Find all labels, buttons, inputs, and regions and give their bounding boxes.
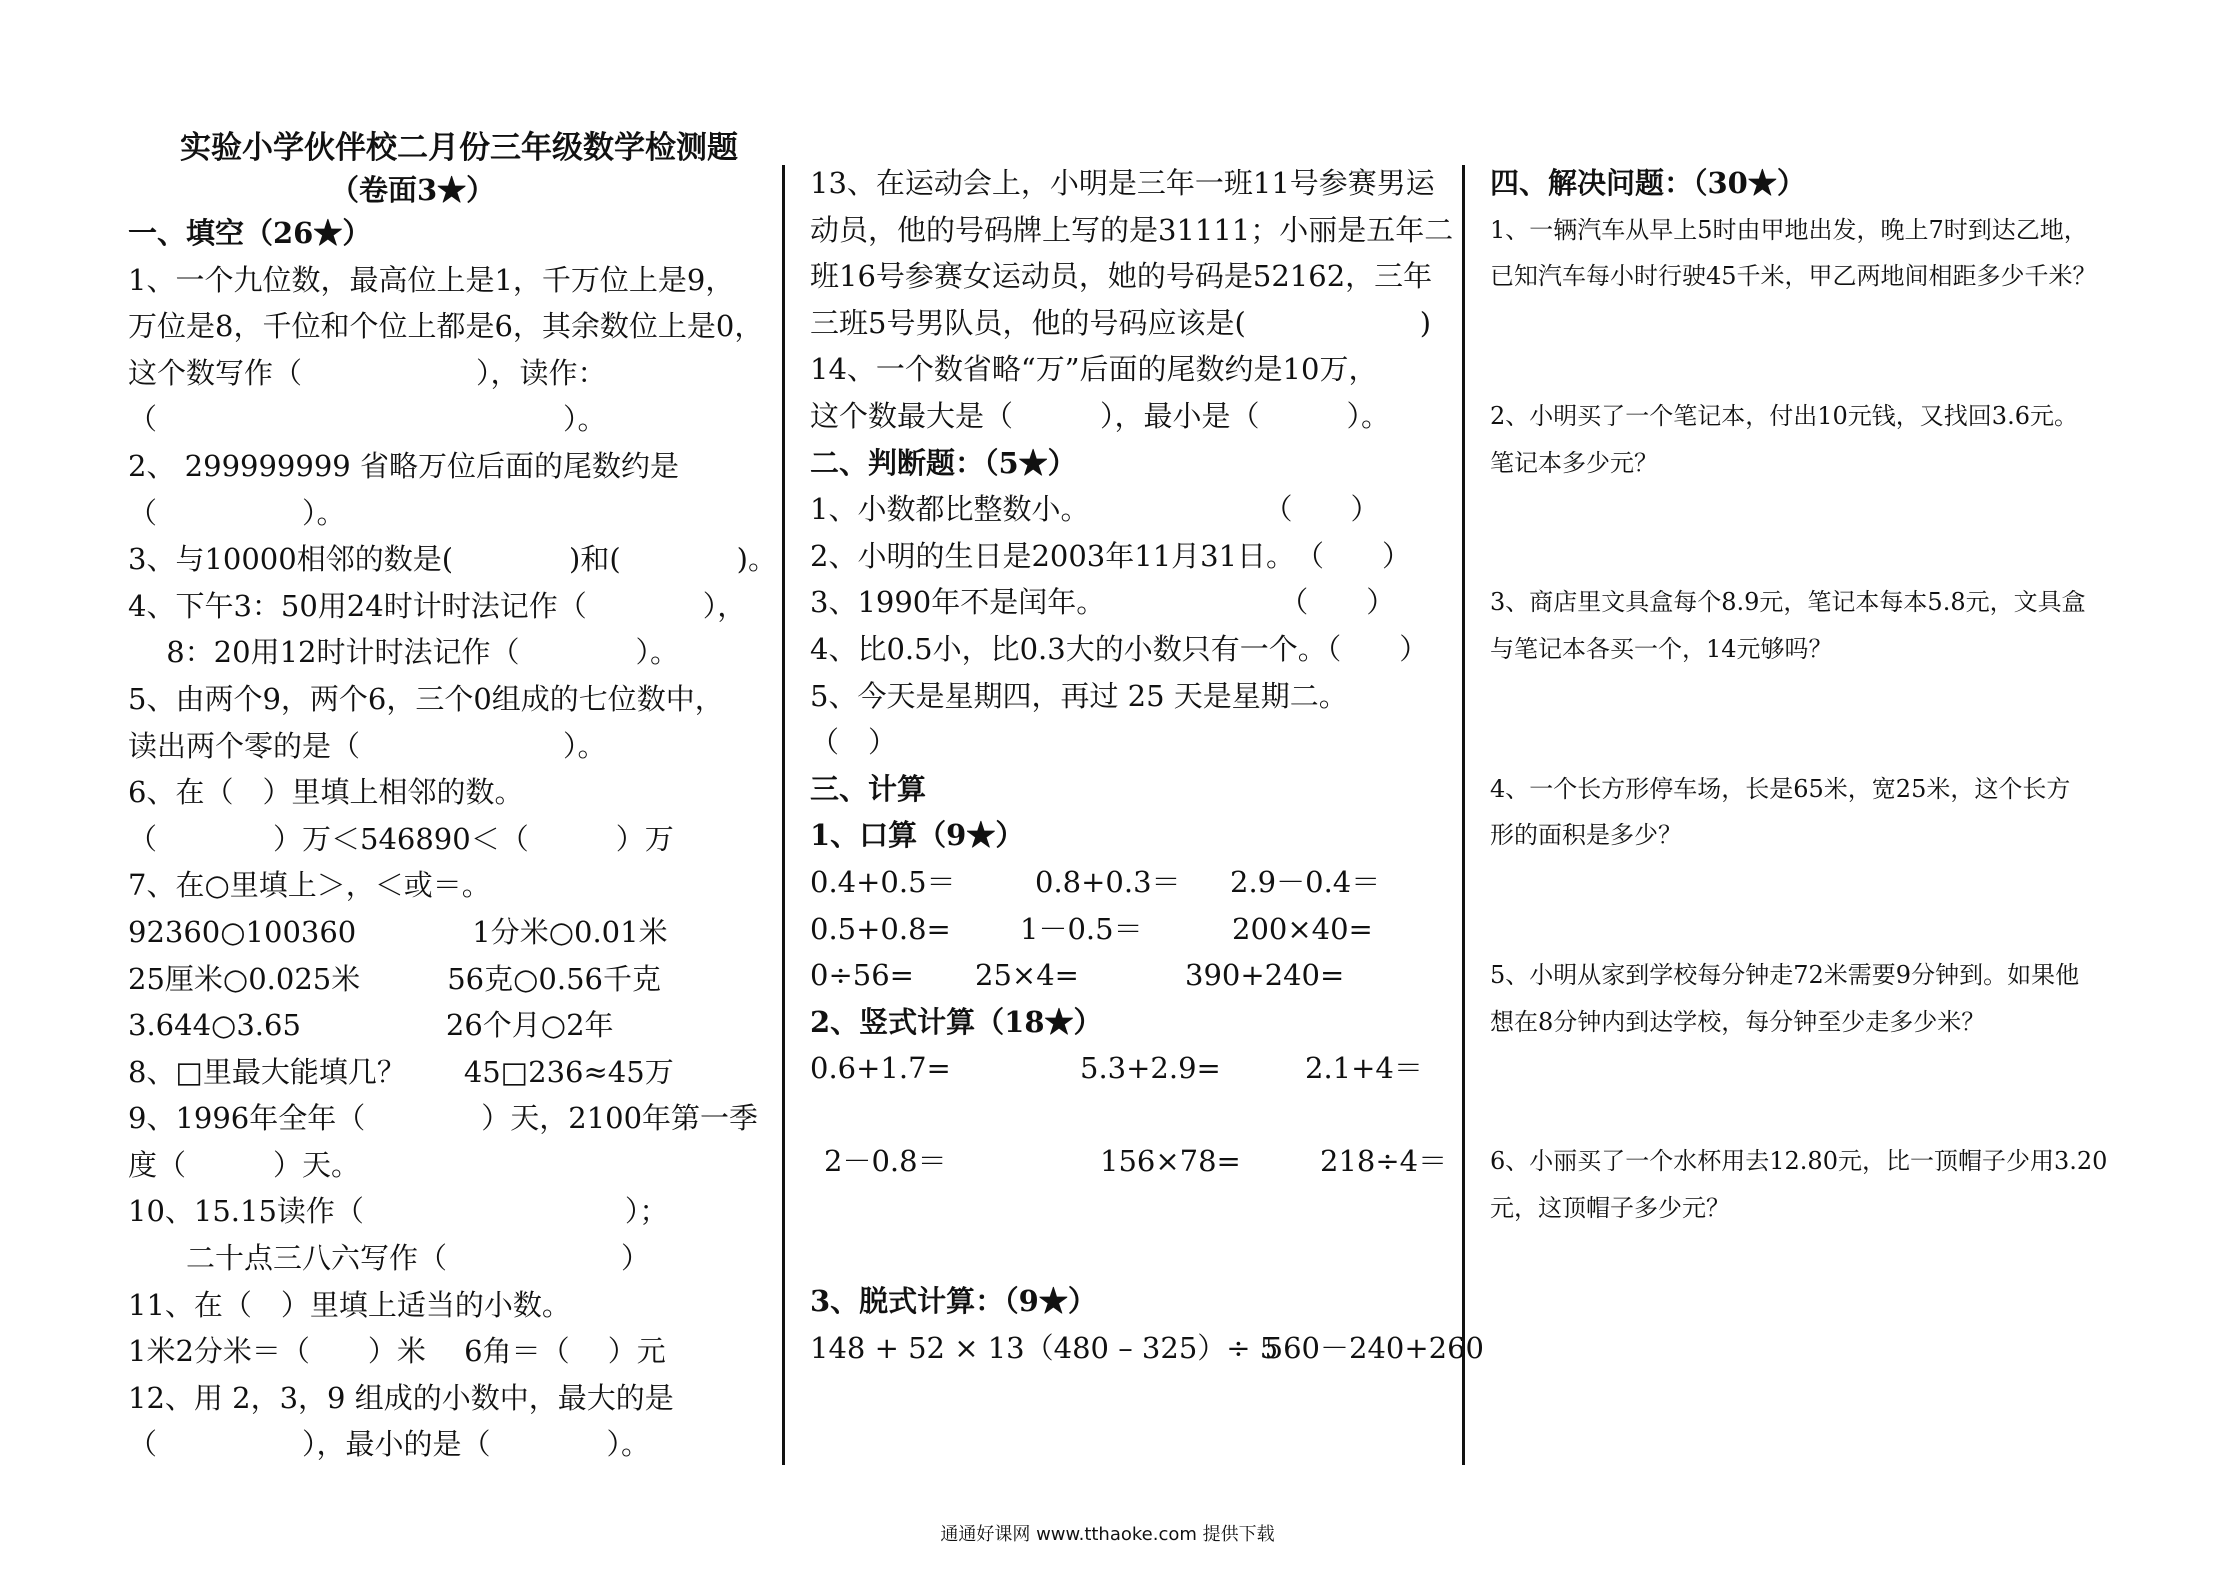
question-line: （ ）	[810, 725, 898, 760]
question-line: 读出两个零的是（ ）。	[128, 728, 607, 763]
oral-item: 1－0.5＝	[1020, 911, 1143, 946]
sub-heading: 3、脱式计算：（9★）	[810, 1284, 1097, 1319]
question-line: 9、1996年全年（ ）天，2100年第一季	[128, 1101, 759, 1136]
problem-2	[1490, 393, 2130, 486]
problem-line: 5、小明从家到学校每分钟走72米需要9分钟到。如果他	[1490, 961, 2080, 990]
question-line: 4、比0.5小，比0.3大的小数只有一个。（ ）	[810, 631, 1429, 666]
oral-row	[810, 952, 1450, 999]
stepwise-row	[810, 1325, 1484, 1372]
oral-item: 0.4+0.5＝	[810, 864, 956, 899]
question-line: 6、在（ ）里填上相邻的数。	[128, 775, 524, 810]
question-line: 11、在（ ）里填上适当的小数。	[128, 1287, 571, 1322]
vertical-item: 2－0.8＝	[824, 1144, 947, 1179]
problem-4	[1490, 766, 2130, 859]
problem-1	[1490, 207, 2130, 300]
problem-6	[1490, 1138, 2130, 1231]
question-line: 这个数最大是（ ），最小是（ ）。	[810, 398, 1391, 433]
question-line: （ ）。	[128, 402, 607, 437]
question-line: 万位是8，千位和个位上都是6，其余数位上是0，	[128, 309, 764, 344]
problem-line: 元，这顶帽子多少元？	[1490, 1194, 1730, 1223]
question-line: 2、 299999999 省略万位后面的尾数约是	[128, 448, 679, 483]
problem-line: 2、小明买了一个笔记本，付出10元钱，又找回3.6元。	[1490, 401, 2078, 430]
oral-item: 0.8+0.3＝	[1035, 864, 1181, 899]
page-subtitle: （卷面3★）	[330, 173, 496, 207]
column-fill-blank	[128, 210, 777, 1468]
vertical-item: 2.1+4＝	[1305, 1051, 1423, 1086]
vertical-row	[810, 1045, 1450, 1092]
question-line: （ ），最小的是（ ）。	[128, 1427, 651, 1462]
section-heading: 三、计算	[810, 771, 927, 806]
section-heading: 二、判断题：（5★）	[810, 445, 1077, 480]
column-judgement-calc	[810, 160, 1484, 1371]
question-line: 10、15.15读作（ ）；	[128, 1194, 669, 1229]
stepwise-item: 148 + 52 × 13	[810, 1330, 1025, 1365]
oral-row	[810, 859, 1450, 906]
oral-item: 200×40=	[1232, 911, 1373, 946]
question-line: 3、与10000相邻的数是( )和( )。	[128, 542, 777, 577]
question-line: 3.644○3.65 26个月○2年	[128, 1008, 614, 1043]
sub-heading: 2、竖式计算（18★）	[810, 1004, 1103, 1039]
question-line: 14、一个数省略“万”后面的尾数约是10万，	[810, 352, 1378, 387]
question-line: 动员，他的号码牌上写的是31111；小丽是五年二	[810, 212, 1454, 247]
sub-heading: 1、口算（9★）	[810, 818, 1025, 853]
section-heading: 一、填空（26★）	[128, 216, 372, 250]
problem-line: 4、一个长方形停车场，长是65米，宽25米，这个长方	[1490, 774, 2071, 803]
footer-credit: 通通好课网 www.tthaoke.com 提供下载	[940, 1524, 1275, 1545]
problem-3	[1490, 579, 2130, 672]
problem-5	[1490, 952, 2130, 1045]
question-line: 8、□里最大能填几？ 45□236≈45万	[128, 1054, 674, 1089]
vertical-item: 5.3+2.9=	[1080, 1051, 1221, 1086]
vertical-item: 156×78=	[1100, 1144, 1241, 1179]
question-line: 3、1990年不是闰年。 （ ）	[810, 585, 1396, 620]
question-line: 1、小数都比整数小。 （ ）	[810, 492, 1380, 527]
oral-item: 25×4=	[975, 958, 1079, 993]
question-line: 二十点三八六写作（ ）	[128, 1241, 651, 1276]
question-line: （ ）。	[128, 495, 346, 530]
question-line: 25厘米○0.025米 56克○0.56千克	[128, 961, 662, 996]
section-heading: 四、解决问题：（30★）	[1490, 166, 1806, 200]
problem-line: 3、商店里文具盒每个8.9元，笔记本每本5.8元，文具盒	[1490, 588, 2086, 617]
stepwise-item: （480 – 325）÷ 5	[1024, 1330, 1279, 1365]
column-word-problems	[1490, 160, 2130, 1232]
problem-line: 1、一辆汽车从早上5时由甲地出发，晚上7时到达乙地，	[1490, 215, 2088, 244]
vertical-row	[810, 1138, 1450, 1185]
vertical-item: 218÷4＝	[1320, 1144, 1448, 1179]
oral-row	[810, 906, 1450, 953]
oral-item: 0.5+0.8=	[810, 911, 951, 946]
question-line: 92360○100360 1分米○0.01米	[128, 914, 668, 949]
page-title: 实验小学伙伴校二月份三年级数学检测题	[180, 130, 738, 166]
problem-line: 笔记本多少元？	[1490, 448, 1658, 477]
question-line: 13、在运动会上，小明是三年一班11号参赛男运	[810, 166, 1435, 200]
question-line: 班16号参赛女运动员，她的号码是52162，三年	[810, 259, 1433, 294]
question-line: 三班5号男队员，他的号码应该是( )	[810, 305, 1432, 340]
oral-item: 390+240=	[1185, 958, 1345, 993]
question-line: 度（ ）天。	[128, 1147, 361, 1182]
question-line: 5、今天是星期四，再过 25 天是星期二。	[810, 678, 1348, 713]
question-line: 1、一个九位数，最高位上是1，千万位上是9，	[128, 262, 735, 297]
question-line: 7、在○里填上＞，＜或＝。	[128, 868, 491, 903]
problem-line: 已知汽车每小时行驶45千米，甲乙两地间相距多少千米？	[1490, 262, 2097, 291]
problem-line: 6、小丽买了一个水杯用去12.80元，比一顶帽子少用3.20	[1490, 1147, 2108, 1176]
question-line: 8：20用12时计时法记作（ ）。	[128, 635, 679, 670]
problem-line: 形的面积是多少？	[1490, 821, 1682, 850]
problem-line: 与笔记本各买一个，14元够吗？	[1490, 634, 1833, 663]
question-line: 12、用 2，3，9 组成的小数中，最大的是	[128, 1380, 674, 1415]
question-line: 5、由两个9，两个6，三个0组成的七位数中，	[128, 681, 724, 716]
vertical-item: 0.6+1.7=	[810, 1051, 951, 1086]
oral-item: 0÷56=	[810, 958, 914, 993]
question-line: 2、小明的生日是2003年11月31日。 （ ）	[810, 538, 1412, 573]
question-line: 1米2分米＝（ ）米 6角＝（ ）元	[128, 1334, 666, 1369]
column-divider-2	[1462, 165, 1465, 1465]
problem-line: 想在8分钟内到达学校，每分钟至少走多少米？	[1490, 1007, 1986, 1036]
oral-item: 2.9－0.4＝	[1230, 864, 1381, 899]
column-divider-1	[782, 165, 785, 1465]
question-line: 这个数写作（ ），读作：	[128, 355, 607, 390]
question-line: 4、下午3：50用24时计时法记作（ ），	[128, 588, 747, 623]
stepwise-item: 560－240+260	[1264, 1330, 1484, 1365]
question-line: （ ）万＜546890＜（ ）万	[128, 821, 674, 856]
